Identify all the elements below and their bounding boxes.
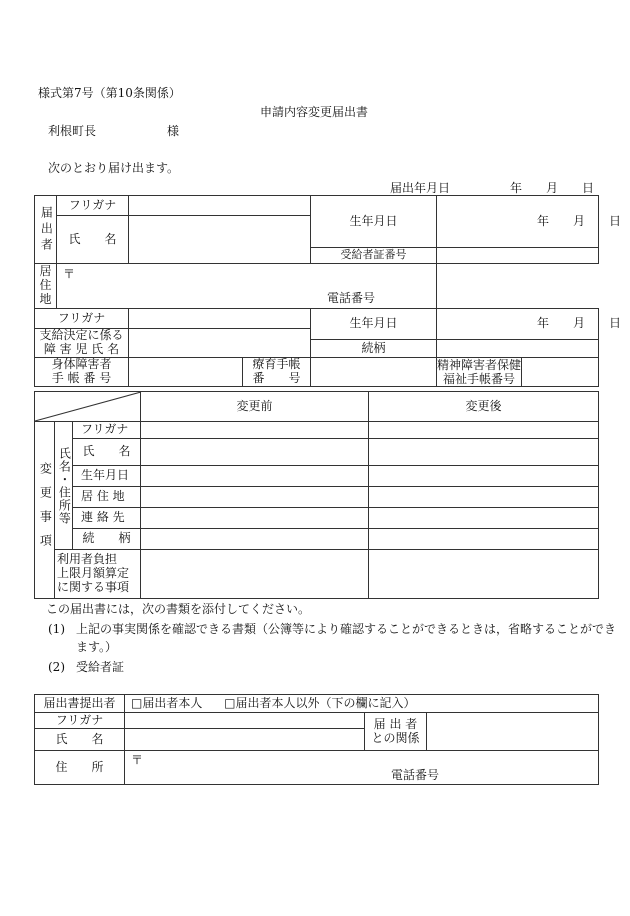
name-address-group-label: 氏名・住所等: [55, 422, 73, 550]
change-before-field[interactable]: [141, 439, 369, 466]
postal-mark: 〒: [63, 267, 76, 281]
after-header: 変更後: [369, 392, 599, 422]
applicant-birth-day: 日: [609, 213, 622, 228]
submitter-postal-mark: 〒: [131, 753, 144, 767]
change-before-field[interactable]: [141, 422, 369, 439]
note-2-number: (2): [48, 660, 65, 674]
ryoiku-handbook-field[interactable]: [311, 358, 437, 387]
relationship-label: 続柄: [311, 340, 437, 358]
submitter-table: [34, 694, 599, 785]
applicant-birthdate-field[interactable]: [437, 196, 622, 248]
physical-handbook-label: 身体障害者 手 帳 番 号: [35, 358, 129, 387]
change-row-label: 連 絡 先: [73, 508, 141, 529]
change-row-label: フリガナ: [73, 422, 141, 439]
note-1-number: (1): [48, 622, 65, 636]
child-birthdate-field[interactable]: [437, 309, 622, 340]
child-name-label: 支給決定に係る 障 害 児 氏 名: [35, 329, 129, 358]
date-year: 年: [510, 181, 523, 195]
mental-handbook-cell[interactable]: [437, 358, 599, 387]
physical-handbook-field[interactable]: [129, 358, 243, 387]
child-furigana-label: フリガナ: [35, 309, 129, 329]
relation-field[interactable]: [427, 713, 599, 751]
submitter-phone-label: 電話番号: [391, 768, 440, 782]
applicant-address-field[interactable]: [57, 264, 437, 309]
mental-handbook-label: 精神障害者保健 福祉手帳番号: [437, 358, 522, 386]
note-1-text: 上記の事実関係を確認できる書類（公簿等により確認することができるときは，省略することができ: [76, 622, 617, 636]
note-2-text: 受給者証: [76, 660, 125, 674]
change-after-field[interactable]: [369, 466, 599, 487]
applicant-furigana-label: フリガナ: [57, 196, 129, 216]
relationship-field[interactable]: [437, 340, 599, 358]
note-1-text-cont: ます。）: [76, 640, 118, 654]
change-row-label: 居 住 地: [73, 487, 141, 508]
date-month: 月: [546, 181, 559, 195]
intro-text: 次のとおり届け出ます。: [48, 161, 180, 175]
submission-date-label: 届出年月日: [390, 181, 451, 195]
applicant-table: [34, 195, 622, 387]
form-title: 申請内容変更届出書: [260, 105, 369, 119]
child-birth-month: 月: [573, 316, 586, 330]
child-furigana-field[interactable]: [129, 309, 311, 329]
applicant-birthdate-label: 生年月日: [311, 196, 437, 248]
change-before-field[interactable]: [141, 466, 369, 487]
child-birth-year: 年: [537, 316, 550, 330]
mental-handbook-field[interactable]: [522, 358, 598, 386]
diagonal-header-cell: [35, 392, 141, 422]
applicant-name-label: 氏 名: [57, 216, 129, 264]
before-header: 変更前: [141, 392, 369, 422]
burden-after-field[interactable]: [369, 550, 599, 599]
submitter-options: [125, 695, 599, 713]
change-after-field[interactable]: [369, 422, 599, 439]
change-items-section-label: 変更事項: [35, 422, 55, 599]
addressee: 利根町長: [48, 124, 97, 138]
burden-limit-label: 利用者負担 上限月額算定 に関する事項: [55, 550, 141, 599]
submitter-furigana-label: フリガナ: [35, 713, 125, 729]
option-other-checkbox[interactable]: □届出者本人以外（下の欄に記入）: [224, 695, 416, 710]
burden-before-field[interactable]: [141, 550, 369, 599]
applicant-birth-year: 年: [537, 213, 550, 228]
change-row-label: 続 柄: [73, 529, 141, 550]
child-birth-day: 日: [609, 316, 622, 330]
form-number: 様式第7号（第10条関係）: [38, 86, 181, 100]
recipient-number-boxes[interactable]: [437, 248, 599, 264]
submitter-address-field[interactable]: [125, 751, 599, 785]
change-row-label: 生年月日: [73, 466, 141, 487]
submitter-address-label: 住 所: [35, 751, 125, 785]
change-after-field[interactable]: [369, 529, 599, 550]
notes-intro: この届出書には，次の書類を添付してください。: [46, 602, 311, 616]
child-name-field[interactable]: [129, 329, 311, 358]
date-day: 日: [582, 181, 595, 195]
submitter-name-label: 氏 名: [35, 729, 125, 751]
child-birthdate-label: 生年月日: [311, 309, 437, 340]
changes-table: [34, 391, 599, 599]
change-before-field[interactable]: [141, 508, 369, 529]
submitter-name-field[interactable]: [125, 729, 365, 751]
ryoiku-handbook-label: 療育手帳 番 号: [243, 358, 311, 387]
applicant-name-field[interactable]: [129, 216, 311, 264]
change-after-field[interactable]: [369, 508, 599, 529]
applicant-birth-month: 月: [573, 213, 586, 228]
change-before-field[interactable]: [141, 487, 369, 508]
change-row-label: 氏 名: [73, 439, 141, 466]
recipient-number-label: 受給者証番号: [311, 248, 437, 264]
relation-label: 届 出 者 との関係: [365, 713, 427, 751]
applicant-address-label: 居 住 地: [35, 264, 57, 309]
submitter-label: 届出書提出者: [35, 695, 125, 713]
applicant-furigana-field[interactable]: [129, 196, 311, 216]
change-before-field[interactable]: [141, 529, 369, 550]
submitter-furigana-field[interactable]: [125, 713, 365, 729]
honorific: 様: [167, 124, 180, 138]
phone-label: 電話番号: [327, 291, 376, 305]
diagonal-line: [35, 392, 141, 421]
change-after-field[interactable]: [369, 439, 599, 466]
option-self-checkbox[interactable]: □届出者本人: [131, 695, 203, 710]
change-after-field[interactable]: [369, 487, 599, 508]
applicant-section-label: 届出者: [35, 196, 57, 264]
